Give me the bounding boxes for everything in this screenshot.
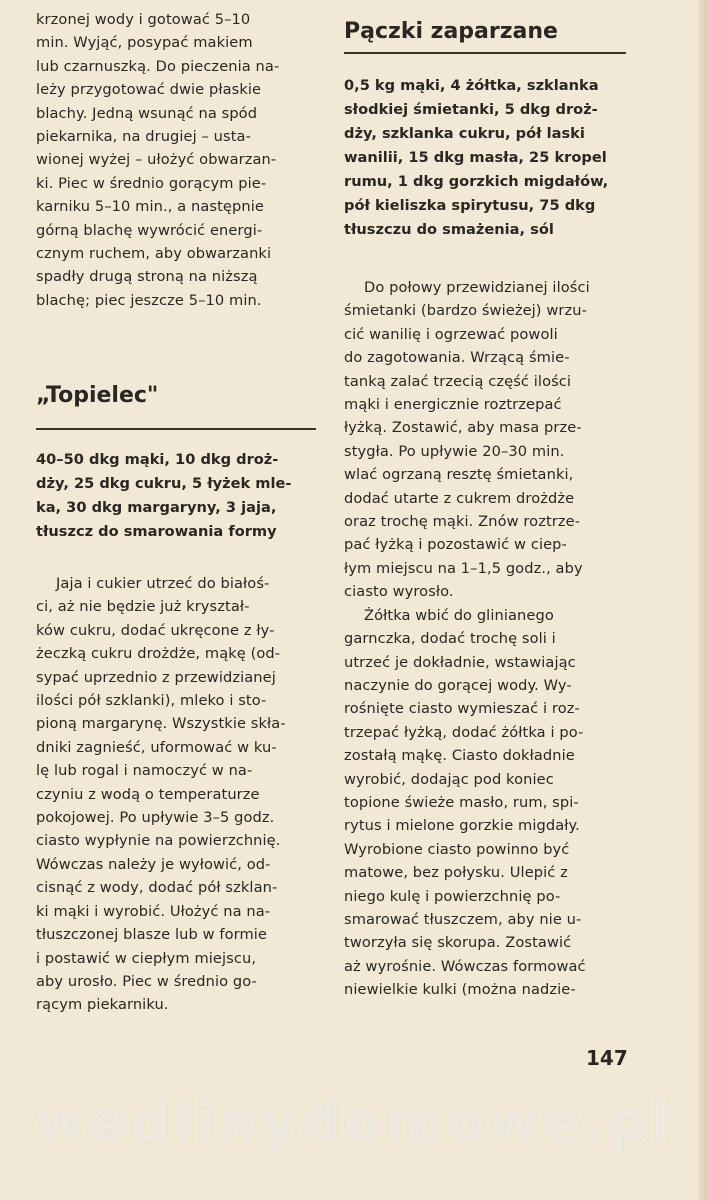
- method-paczki: [344, 276, 628, 1002]
- text-line: karniku 5–10 min., a następnie: [36, 198, 264, 216]
- text-line: dodać utarte z cukrem drożdże: [344, 489, 575, 507]
- intro-text: [36, 8, 318, 312]
- text-line: śmietanki (bardzo świeżej) wrzu-: [344, 302, 587, 320]
- ingredient-line: dży, szklanka cukru, pół laski: [344, 125, 585, 142]
- text-line: matowe, bez połysku. Ulepić z: [344, 864, 568, 882]
- ingredients-topielec: [36, 448, 318, 544]
- ingredient-line: słodkiej śmietanki, 5 dkg droż-: [344, 101, 598, 118]
- text-line: tłuszczonej blasze lub w formie: [36, 926, 267, 944]
- text-line: ilości pół szklanki), mleko i sto-: [36, 692, 267, 710]
- text-line: ki. Piec w średnio gorącym pie-: [36, 174, 267, 192]
- text-line: blachy. Jedną wsunąć na spód: [36, 104, 258, 122]
- text-line: smarować tłuszczem, aby nie u-: [344, 910, 582, 928]
- ingredient-line: dży, 25 dkg cukru, 5 łyżek mle-: [36, 475, 292, 492]
- text-line: Żółtka wbić do glinianego: [364, 606, 554, 624]
- text-line: cznym ruchem, aby obwarzanki: [36, 245, 272, 263]
- text-line: pioną margarynę. Wszystkie skła-: [36, 715, 286, 733]
- text-line: wyrobić, dodając pod koniec: [344, 770, 554, 788]
- title-rule: [344, 52, 626, 54]
- text-line: aby urosło. Piec w średnio go-: [36, 972, 257, 990]
- text-line: blachę; piec jeszcze 5–10 min.: [36, 291, 262, 309]
- text-line: zostałą mąkę. Ciasto dokładnie: [344, 747, 575, 765]
- text-line: ci, aż nie będzie już kryształ-: [36, 598, 250, 616]
- text-line: krzonej wody i gotować 5–10: [36, 11, 251, 28]
- ingredients-paczki: [344, 74, 628, 242]
- ingredient-line: pół kieliszka spirytusu, 75 dkg: [344, 197, 596, 214]
- ingredient-line: ka, 30 dkg margaryny, 3 jaja,: [36, 499, 277, 516]
- text-line: pokojowej. Po upływie 3–5 godz.: [36, 809, 275, 827]
- text-line: łym miejscu na 1–1,5 godz., aby: [344, 559, 583, 577]
- text-line: trzepać łyżką, dodać żółtka i po-: [344, 723, 584, 741]
- text-line: oraz trochę mąki. Znów roztrze-: [344, 513, 581, 531]
- recipe-title-paczki: Pączki zaparzane: [344, 19, 558, 44]
- text-line: górną blachę wywrócić energi-: [36, 221, 263, 239]
- text-line: spadły drugą stroną na niższą: [36, 268, 258, 286]
- text-line: rośnięte ciasto wymieszać i roz-: [344, 700, 580, 718]
- text-line: wionej wyżej – ułożyć obwarzan-: [36, 151, 277, 169]
- text-line: pać łyżką i pozostawić w ciep-: [344, 536, 567, 554]
- ingredient-line: tłuszcz do smarowania formy: [36, 523, 277, 540]
- ingredient-line: 0,5 kg mąki, 4 żółtka, szklanka: [344, 77, 599, 94]
- text-line: mąki i energicznie roztrzepać: [344, 396, 562, 414]
- text-line: sypać uprzednio z przewidzianej: [36, 668, 276, 686]
- watermark: wedlinydomowe.pl: [34, 1090, 674, 1155]
- text-line: Wówczas należy je wyłowić, od-: [36, 855, 271, 873]
- ingredient-line: rumu, 1 dkg gorzkich migdałów,: [344, 173, 609, 190]
- ingredient-line: wanilii, 15 dkg masła, 25 kropel: [344, 149, 607, 166]
- page-edge: [698, 0, 708, 1200]
- text-line: cisnąć z wody, dodać pół szklan-: [36, 879, 278, 897]
- text-line: tworzyła się skorupa. Zostawić: [344, 934, 572, 952]
- text-line: ciasto wyrosło.: [344, 583, 454, 601]
- method-topielec: [36, 572, 318, 1017]
- text-line: rytus i mielone gorzkie migdały.: [344, 817, 580, 835]
- text-line: niego kulę i powierzchnię po-: [344, 887, 561, 905]
- ingredient-line: tłuszczu do smażenia, sól: [344, 221, 554, 238]
- text-line: garnczka, dodać trochę soli i: [344, 630, 556, 648]
- text-line: do zagotowania. Wrzącą śmie-: [344, 349, 570, 367]
- text-line: tanką zalać trzecią część ilości: [344, 372, 572, 390]
- text-line: leży przygotować dwie płaskie: [36, 81, 262, 99]
- text-line: min. Wyjąć, posypać makiem: [36, 34, 253, 52]
- text-line: topione świeże masło, rum, spi-: [344, 793, 579, 811]
- text-line: czyniu z wodą o temperaturze: [36, 785, 260, 803]
- text-line: ciasto wypłynie na powierzchnię.: [36, 832, 281, 850]
- recipe-title-topielec: „Topielec": [36, 383, 159, 408]
- text-line: Do połowy przewidzianej ilości: [364, 279, 590, 296]
- text-line: i postawić w ciepłym miejscu,: [36, 949, 257, 967]
- text-line: wlać ogrzaną resztę śmietanki,: [344, 466, 574, 484]
- text-line: piekarnika, na drugiej – usta-: [36, 128, 251, 146]
- text-line: Jaja i cukier utrzeć do białoś-: [56, 575, 270, 592]
- text-line: cić wanilię i ogrzewać powoli: [344, 325, 558, 343]
- text-line: niewielkie kulki (można nadzie-: [344, 981, 576, 999]
- text-line: dniki zagnieść, uformować w ku-: [36, 738, 277, 756]
- text-line: aż wyrośnie. Wówczas formować: [344, 957, 586, 975]
- text-line: lę lub rogal i namoczyć w na-: [36, 762, 253, 780]
- text-line: żeczką cukru drożdże, mąkę (od-: [36, 645, 281, 663]
- page-number: 147: [586, 1046, 628, 1070]
- text-line: Wyrobione ciasto powinno być: [344, 840, 570, 858]
- ingredient-line: 40–50 dkg mąki, 10 dkg droż-: [36, 451, 279, 468]
- text-line: rącym piekarniku.: [36, 996, 169, 1014]
- text-line: lub czarnuszką. Do pieczenia na-: [36, 57, 280, 75]
- text-line: ki mąki i wyrobić. Ułożyć na na-: [36, 902, 271, 920]
- text-line: naczynie do gorącej wody. Wy-: [344, 676, 572, 694]
- title-rule: [36, 428, 316, 430]
- text-line: ków cukru, dodać ukręcone z ły-: [36, 621, 275, 639]
- text-line: utrzeć je dokładnie, wstawiając: [344, 653, 576, 671]
- text-line: łyżką. Zostawić, aby masa prze-: [344, 419, 582, 437]
- text-line: stygła. Po upływie 20–30 min.: [344, 442, 565, 460]
